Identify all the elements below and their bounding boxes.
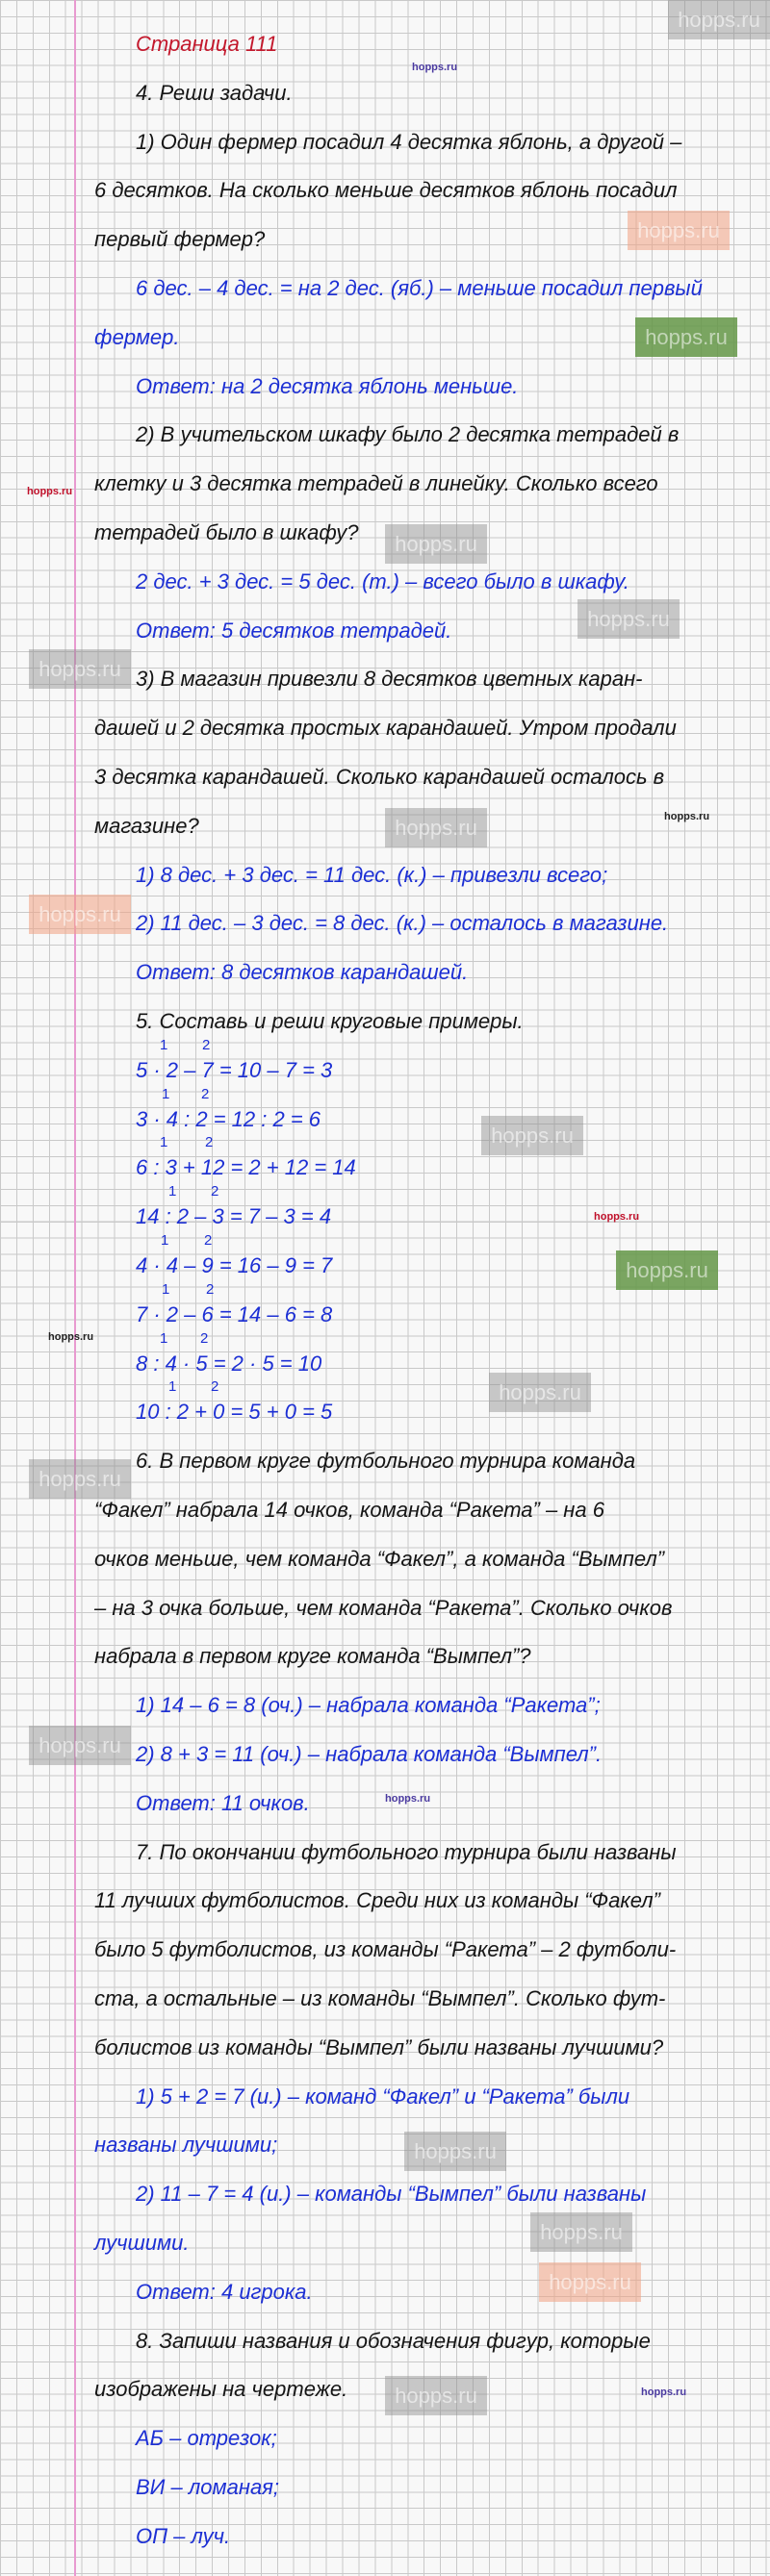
operation-order-marker: 1 bbox=[160, 1134, 168, 1151]
answer-line: Ответ: 8 десятков карандашей. bbox=[136, 960, 469, 985]
answer-line: Ответ: на 2 десятка яблонь меньше. bbox=[136, 373, 519, 398]
watermark-text: hopps.ru bbox=[385, 1793, 431, 1805]
answer-line: 1) 8 дес. + 3 дес. = 11 дес. (к.) – привезли всего; bbox=[136, 862, 608, 887]
watermark-text: hopps.ru bbox=[412, 62, 458, 73]
task-line: ста, а остальные – из команды “Вымпел”. Сколько фут- bbox=[94, 1986, 666, 2010]
task-line: 8. Запиши названия и обозначения фигур, которые bbox=[136, 2328, 651, 2353]
answer-line: Ответ: 11 очков. bbox=[136, 1790, 310, 1815]
operation-order-marker: 1 bbox=[168, 1378, 177, 1396]
watermark-text: hopps.ru bbox=[641, 2387, 687, 2398]
answer-line: лучшими. bbox=[94, 2231, 190, 2255]
task-line: 6 десятков. На сколько меньше десятков яблонь посадил bbox=[94, 178, 678, 203]
watermark-badge: hopps.ru bbox=[539, 2262, 641, 2302]
watermark-badge: hopps.ru bbox=[29, 649, 131, 689]
watermark-badge: hopps.ru bbox=[385, 524, 487, 564]
watermark-badge: hopps.ru bbox=[530, 2212, 632, 2252]
watermark-badge: hopps.ru bbox=[29, 895, 131, 934]
operation-order-marker: 1 bbox=[160, 1036, 168, 1053]
operation-order-marker: 2 bbox=[204, 1232, 213, 1249]
watermark-badge: hopps.ru bbox=[404, 2132, 506, 2171]
answer-line: 1) 5 + 2 = 7 (и.) – команд “Факел” и “Ракета” были bbox=[136, 2084, 630, 2109]
watermark-badge: hopps.ru bbox=[616, 1250, 718, 1290]
answer-line: 3 · 4 : 2 = 12 : 2 = 6 bbox=[136, 1106, 321, 1131]
answer-line: 2) 8 + 3 = 11 (оч.) – набрала команда “Вымпел”. bbox=[136, 1742, 603, 1766]
answer-line: Ответ: 5 десятков тетрадей. bbox=[136, 618, 452, 643]
answer-line: 6 : 3 + 12 = 2 + 12 = 14 bbox=[136, 1155, 356, 1180]
task-line: набрала в первом круге команда “Вымпел”? bbox=[94, 1644, 531, 1669]
watermark-badge: hopps.ru bbox=[635, 317, 737, 357]
task-line: болистов из команды “Вымпел” были названы лучшими? bbox=[94, 2034, 664, 2059]
watermark-badge: hopps.ru bbox=[385, 808, 487, 847]
task-line: “Факел” набрала 14 очков, команда “Ракета” – на 6 bbox=[94, 1498, 604, 1522]
task-line: 5. Составь и реши круговые примеры. bbox=[136, 1009, 524, 1033]
task-line: 2) В учительском шкафу было 2 десятка тетрадей в bbox=[136, 422, 680, 447]
answer-line: фермер. bbox=[94, 324, 180, 349]
watermark-text: hopps.ru bbox=[27, 486, 73, 497]
operation-order-marker: 1 bbox=[162, 1280, 170, 1298]
answer-line: 14 : 2 – 3 = 7 – 3 = 4 bbox=[136, 1204, 332, 1229]
task-line: было 5 футболистов, из команды “Ракета” – 2 футболи- bbox=[94, 1937, 677, 1962]
task-line: 6. В первом круге футбольного турнира команда bbox=[136, 1449, 636, 1474]
operation-order-marker: 2 bbox=[206, 1280, 215, 1298]
answer-line: 4 · 4 – 9 = 16 – 9 = 7 bbox=[136, 1253, 333, 1277]
task-line: магазине? bbox=[94, 813, 199, 838]
task-line: 4. Реши задачи. bbox=[136, 80, 293, 105]
answer-line: ОП – луч. bbox=[136, 2523, 231, 2548]
operation-order-marker: 1 bbox=[161, 1232, 169, 1249]
watermark-badge: hopps.ru bbox=[668, 0, 770, 39]
watermark-badge: hopps.ru bbox=[29, 1459, 131, 1499]
task-line: 1) Один фермер посадил 4 десятка яблонь, а другой – bbox=[136, 129, 682, 154]
task-line: 11 лучших футболистов. Среди них из команды “Факел” bbox=[94, 1888, 660, 1913]
task-line: клетку и 3 десятка тетрадей в линейку. Сколько всего bbox=[94, 471, 658, 496]
watermark-badge: hopps.ru bbox=[29, 1726, 131, 1765]
answer-line: 5 · 2 – 7 = 10 – 7 = 3 bbox=[136, 1057, 333, 1082]
task-line: 3 десятка карандашей. Сколько карандашей осталось в bbox=[94, 765, 665, 789]
operation-order-marker: 1 bbox=[162, 1085, 170, 1102]
answer-line: ВИ – ломаная; bbox=[136, 2475, 280, 2499]
answer-line: 10 : 2 + 0 = 5 + 0 = 5 bbox=[136, 1400, 333, 1425]
task-line: дашей и 2 десятка простых карандашей. Утром продали bbox=[94, 716, 677, 741]
answer-line: 1) 14 – 6 = 8 (оч.) – набрала команда “Ракета”; bbox=[136, 1693, 601, 1718]
operation-order-marker: 1 bbox=[168, 1183, 177, 1200]
task-line: изображены на чертеже. bbox=[94, 2377, 348, 2402]
operation-order-marker: 2 bbox=[205, 1134, 214, 1151]
watermark-text: hopps.ru bbox=[664, 811, 710, 822]
watermark-text: hopps.ru bbox=[594, 1211, 640, 1223]
watermark-badge: hopps.ru bbox=[489, 1373, 591, 1412]
task-line: очков меньше, чем команда “Факел”, а команда “Вымпел” bbox=[94, 1546, 665, 1571]
watermark-badge: hopps.ru bbox=[628, 211, 730, 250]
answer-line: 8 : 4 · 5 = 2 · 5 = 10 bbox=[136, 1351, 322, 1376]
operation-order-marker: 2 bbox=[211, 1378, 219, 1396]
page-title: Страница 111 bbox=[136, 32, 278, 56]
operation-order-marker: 2 bbox=[202, 1036, 211, 1053]
watermark-badge: hopps.ru bbox=[481, 1116, 583, 1155]
task-line: тетрадей было в шкафу? bbox=[94, 520, 359, 544]
answer-line: 2) 11 – 7 = 4 (и.) – команды “Вымпел” были названы bbox=[136, 2182, 647, 2207]
watermark-badge: hopps.ru bbox=[578, 599, 680, 639]
answer-line: 6 дес. – 4 дес. = на 2 дес. (яб.) – меньше посадил первый bbox=[136, 276, 703, 300]
notebook-margin-line bbox=[74, 0, 76, 2576]
answer-line: 2 дес. + 3 дес. = 5 дес. (т.) – всего было в шкафу. bbox=[136, 568, 629, 593]
task-line: 7. По окончании футбольного турнира были названы bbox=[136, 1839, 677, 1864]
answer-line: 2) 11 дес. – 3 дес. = 8 дес. (к.) – осталось в магазине. bbox=[136, 911, 669, 936]
answer-line: названы лучшими; bbox=[94, 2133, 278, 2158]
watermark-text: hopps.ru bbox=[48, 1331, 94, 1343]
answer-line: Ответ: 4 игрока. bbox=[136, 2279, 313, 2304]
answer-line: АБ – отрезок; bbox=[136, 2426, 277, 2451]
task-line: – на 3 очка больше, чем команда “Ракета”. Сколько очков bbox=[94, 1595, 673, 1620]
task-line: 3) В магазин привезли 8 десятков цветных каран- bbox=[136, 667, 643, 692]
answer-line: 7 · 2 – 6 = 14 – 6 = 8 bbox=[136, 1301, 333, 1326]
watermark-badge: hopps.ru bbox=[385, 2376, 487, 2415]
operation-order-marker: 1 bbox=[160, 1329, 168, 1347]
operation-order-marker: 2 bbox=[201, 1085, 210, 1102]
operation-order-marker: 2 bbox=[211, 1183, 219, 1200]
operation-order-marker: 2 bbox=[200, 1329, 209, 1347]
task-line: первый фермер? bbox=[94, 227, 266, 252]
